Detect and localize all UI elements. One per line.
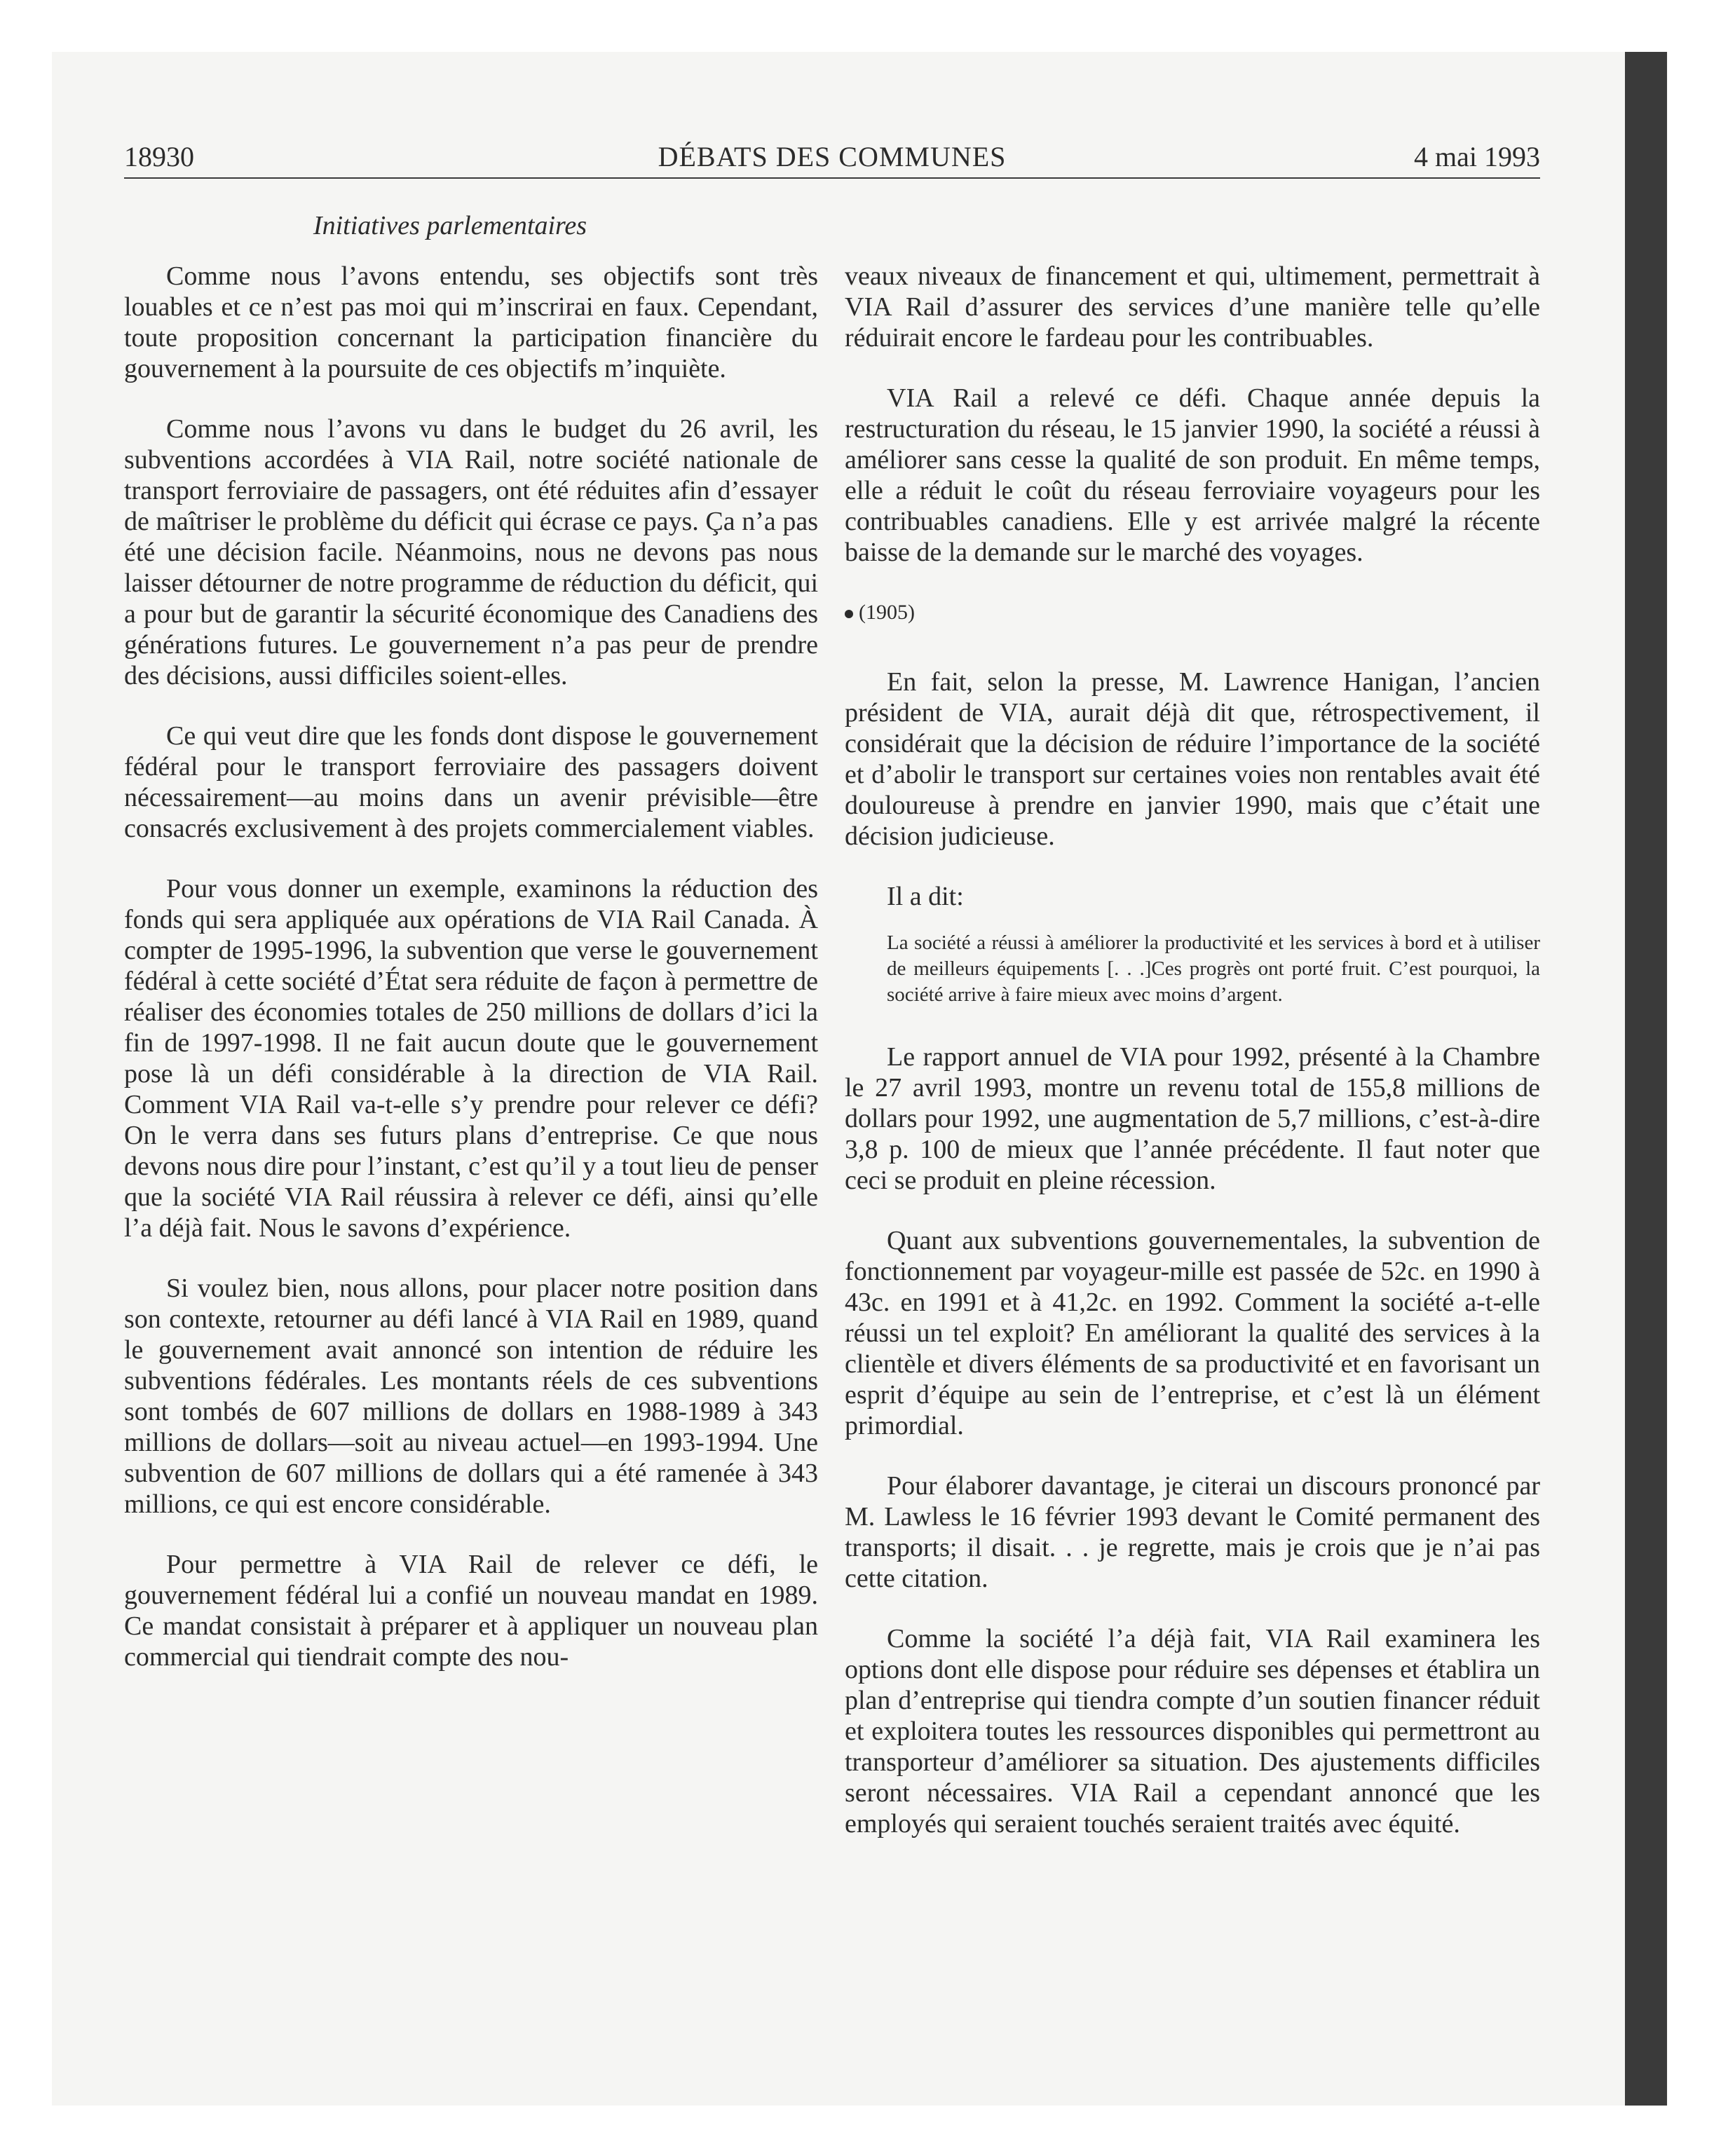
page-header <box>124 140 1540 182</box>
paragraph: Pour élaborer davantage, je citerai un discours prononcé par M. Lawless le 16 février 1993 devant le Comité permanent des transports; il disait. . . je regrette, mais je crois que je n’ai pas cette citation. <box>845 1471 1540 1593</box>
paragraph: Comme nous l’avons entendu, ses objectifs sont très louables et ce n’est pas moi qui m’inscrirai en faux. Cependant, toute proposition concernant la participation financière du gouvernement à la poursuite de ces objectifs m’inquiète. <box>124 261 818 383</box>
page-number: 18930 <box>124 141 194 172</box>
paragraph: En fait, selon la presse, M. Lawrence Hanigan, l’ancien président de VIA, aurait déjà dit que, rétrospectivement, il considérait que la décision de réduire l’importance de la société et d’abolir le transport sur certaines voies non rentables avait été douloureuse à prendre en janvier 1990, mais que c’était une décision judicieuse. <box>845 667 1540 851</box>
paragraph: Quant aux subventions gouvernementales, la subvention de fonctionnement par voyageur-mille est passée de 52c. en 1990 à 43c. en 1991 et à 41,2c. en 1992. Comment la société a-t-elle réussi un tel exploit? En améliorant la qualité des services à la clientèle et divers éléments de sa productivité et en favorisant un esprit d’équipe au sein de l’entreprise, et c’est là un élément primordial. <box>845 1226 1540 1440</box>
paragraph: Pour vous donner un exemple, examinons la réduction des fonds qui sera appliquée aux opérations de VIA Rail Canada. À compter de 1995-1996, la subvention que verse le gouvernement fédéral à cette société d’État sera réduite de façon à permettre de réaliser des économies totales de 250 millions de dollars d’ici la fin de 1997-1998. Il ne fait aucun doute que le gouvernement pose là un défi considérable à la direction de VIA Rail. Comment VIA Rail va-t-elle s’y prendre pour relever ce défi? On le verra dans ses futurs plans d’entreprise. Ce que nous devons nous dire pour l’instant, c’est qu’il y a tout lieu de penser que la société VIA Rail réussira à relever ce défi, ainsi qu’elle l’a déjà fait. Nous le savons d’expérience. <box>124 874 818 1243</box>
right-column <box>845 261 1540 1869</box>
scan-edge-bar <box>1625 52 1667 2106</box>
left-column <box>124 261 818 1702</box>
paragraph: Si voulez bien, nous allons, pour placer notre position dans son contexte, retourner au défi lancé à VIA Rail en 1989, quand le gouvernement avait annoncé son intention de réduire les subventions fédérales. Les montants réels de ces subventions sont tombés de 607 millions de dollars en 1988-1989 à 343 millions de dollars—soit au niveau actuel—en 1993-1994. Une subvention de 607 millions de dollars qui a été ramenée à 343 millions, ce qui est encore considérable. <box>124 1274 818 1519</box>
timestamp <box>845 597 1540 628</box>
bullet-icon <box>845 610 853 618</box>
paragraph: Pour permettre à VIA Rail de relever ce défi, le gouvernement fédéral lui a confié un nouveau mandat en 1989. Ce mandat consistait à préparer et à appliquer un nouveau plan commercial qui tiendrait compte des nou- <box>124 1550 818 1672</box>
paragraph: Comme nous l’avons vu dans le budget du 26 avril, les subventions accordées à VIA Rail, notre société nationale de transport ferroviaire de passagers, ont été réduites afin d’essayer de maîtriser le problème du déficit qui écrase ce pays. Ça n’a pas été une décision facile. Néanmoins, nous ne devons pas nous laisser détourner de notre programme de réduction du déficit, qui a pour but de garantir la sécurité économique des Canadiens des générations futures. Le gouvernement n’a pas peur de prendre des décisions, aussi difficiles soient-elles. <box>124 414 818 690</box>
section-label: Initiatives parlementaires <box>313 211 587 240</box>
publication-title: DÉBATS DES COMMUNES <box>658 141 1007 172</box>
paragraph: Le rapport annuel de VIA pour 1992, présenté à la Chambre le 27 avril 1993, montre un revenu total de 155,8 millions de dollars pour 1992, une augmentation de 5,7 millions, c’est-à-dire 3,8 p. 100 de mieux que l’année précédente. Il faut noter que ceci se produit en pleine récession. <box>845 1042 1540 1195</box>
quote-intro: Il a dit: <box>887 882 964 911</box>
timestamp-text: (1905) <box>859 601 915 624</box>
page-date: 4 mai 1993 <box>1414 141 1540 172</box>
block-quote: La société a réussi à améliorer la productivité et les services à bord et à utiliser de meilleurs équipements [. . .]Ces progrès ont porté fruit. C’est pourquoi, la société arrive à faire mieux avec moins d’argent. <box>887 932 1540 1006</box>
paragraph: Ce qui veut dire que les fonds dont dispose le gouvernement fédéral pour le transport ferroviaire des passagers doivent nécessairement—au moins dans un avenir prévisible—être consacrés exclusivement à des projets commercialement viables. <box>124 721 818 843</box>
header-rule <box>124 177 1540 179</box>
paragraph: Comme la société l’a déjà fait, VIA Rail examinera les options dont elle dispose pour réduire ses dépenses et établira un plan d’entreprise qui tiendra compte d’un soutien financer réduit et exploitera toutes les ressources disponibles qui permettront au transporteur d’améliorer sa situation. Des ajustements difficiles seront nécessaires. VIA Rail a cependant annoncé que les employés qui seraient touchés seraient traités avec équité. <box>845 1624 1540 1838</box>
paragraph: VIA Rail a relevé ce défi. Chaque année depuis la restructuration du réseau, le 15 janvier 1990, la société a réussi à améliorer sans cesse la qualité de son produit. En même temps, elle a réduit le coût du réseau ferroviaire voyageurs pour les contribuables canadiens. Elle y est arrivée malgré la récente baisse de la demande sur le marché des voyages. <box>845 383 1540 567</box>
paragraph-continuation: veaux niveaux de financement et qui, ultimement, permettrait à VIA Rail d’assurer des services d’une manière telle qu’elle réduirait encore le fardeau pour les contribuables. <box>845 261 1540 353</box>
